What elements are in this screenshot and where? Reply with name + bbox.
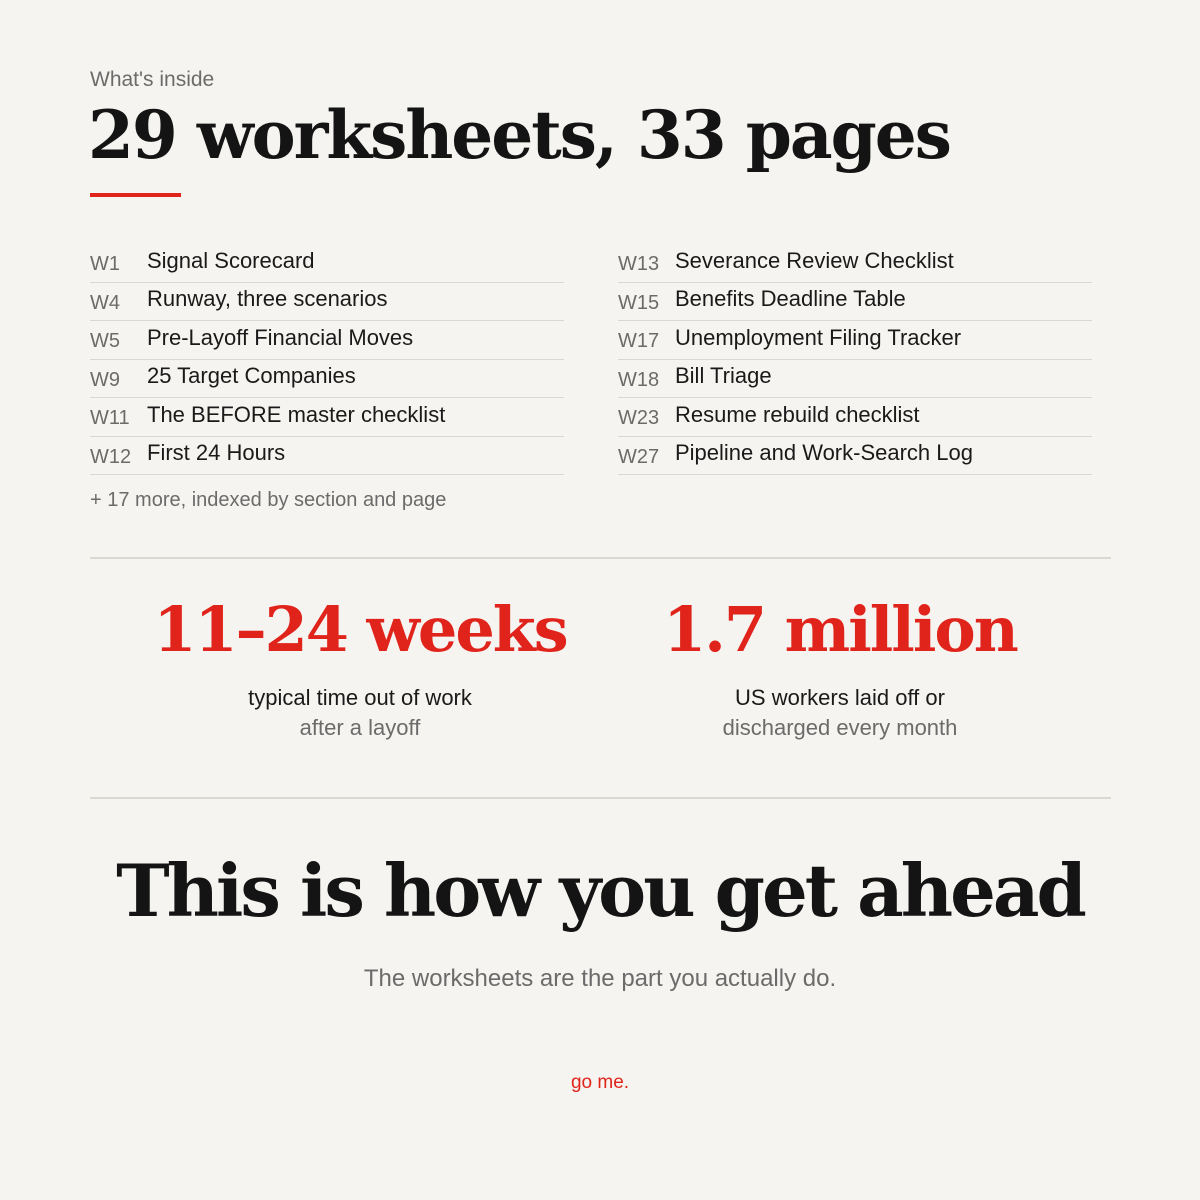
page-title: 29 worksheets, 33 pages: [88, 96, 950, 174]
worksheet-code: W17: [618, 330, 660, 353]
worksheet-title: Severance Review Checklist: [675, 247, 954, 273]
worksheet-row: [90, 437, 564, 476]
worksheet-title: Resume rebuild checklist: [675, 401, 920, 427]
stat-caption: typical time out of work: [248, 685, 472, 710]
worksheet-list-left: [90, 244, 564, 475]
worksheet-title: First 24 Hours: [147, 440, 286, 466]
stat-caption: US workers laid off or: [735, 685, 945, 710]
accent-rule: [90, 193, 181, 197]
stat-value: 1.7 million: [663, 593, 1017, 666]
section-divider: [90, 557, 1111, 559]
worksheet-row: [618, 437, 1092, 476]
worksheet-code: W5: [90, 330, 120, 353]
worksheet-code: W27: [618, 445, 660, 468]
worksheet-title: Unemployment Filing Tracker: [675, 324, 962, 350]
more-worksheets-note: + 17 more, indexed by section and page: [90, 489, 447, 511]
worksheet-title: The BEFORE master checklist: [147, 401, 446, 427]
worksheet-row: [90, 244, 564, 283]
worksheet-row: [618, 398, 1092, 437]
worksheet-row: [618, 244, 1092, 283]
worksheet-title: Bill Triage: [675, 363, 772, 389]
stat-value: 11–24 weeks: [153, 593, 567, 666]
worksheet-code: W15: [618, 291, 660, 314]
worksheet-title: Benefits Deadline Table: [675, 286, 906, 312]
worksheet-row: [90, 398, 564, 437]
worksheet-row: [90, 360, 564, 399]
worksheet-row: [618, 360, 1092, 399]
worksheet-row: [618, 283, 1092, 322]
worksheet-title: Pre-Layoff Financial Moves: [147, 324, 414, 350]
worksheet-title: Runway, three scenarios: [147, 286, 388, 312]
stat-monthly-layoffs: [580, 590, 1100, 743]
closing-subtitle: The worksheets are the part you actually do.: [363, 965, 837, 992]
worksheet-code: W23: [618, 407, 660, 430]
worksheet-title: 25 Target Companies: [147, 363, 356, 389]
worksheet-code: W1: [90, 253, 120, 276]
worksheet-row: [90, 321, 564, 360]
worksheet-title: Signal Scorecard: [147, 247, 315, 273]
worksheet-code: W4: [90, 291, 120, 314]
worksheet-title: Pipeline and Work-Search Log: [675, 440, 973, 466]
worksheet-row: [90, 283, 564, 322]
signoff: go me.: [570, 1072, 630, 1093]
worksheet-code: W18: [618, 368, 660, 391]
closing-headline: This is how you get ahead: [116, 848, 1084, 933]
stat-caption-secondary: after a layoff: [299, 715, 421, 740]
worksheet-code: W11: [90, 407, 130, 430]
worksheet-code: W12: [90, 445, 132, 468]
stat-caption-secondary: discharged every month: [722, 715, 958, 740]
section-eyebrow: What's inside: [90, 68, 215, 91]
section-divider: [90, 797, 1111, 799]
worksheet-row: [618, 321, 1092, 360]
worksheet-code: W9: [90, 368, 120, 391]
stat-time-out-of-work: [100, 590, 620, 743]
worksheet-list-right: [618, 244, 1092, 475]
worksheet-code: W13: [618, 253, 660, 276]
